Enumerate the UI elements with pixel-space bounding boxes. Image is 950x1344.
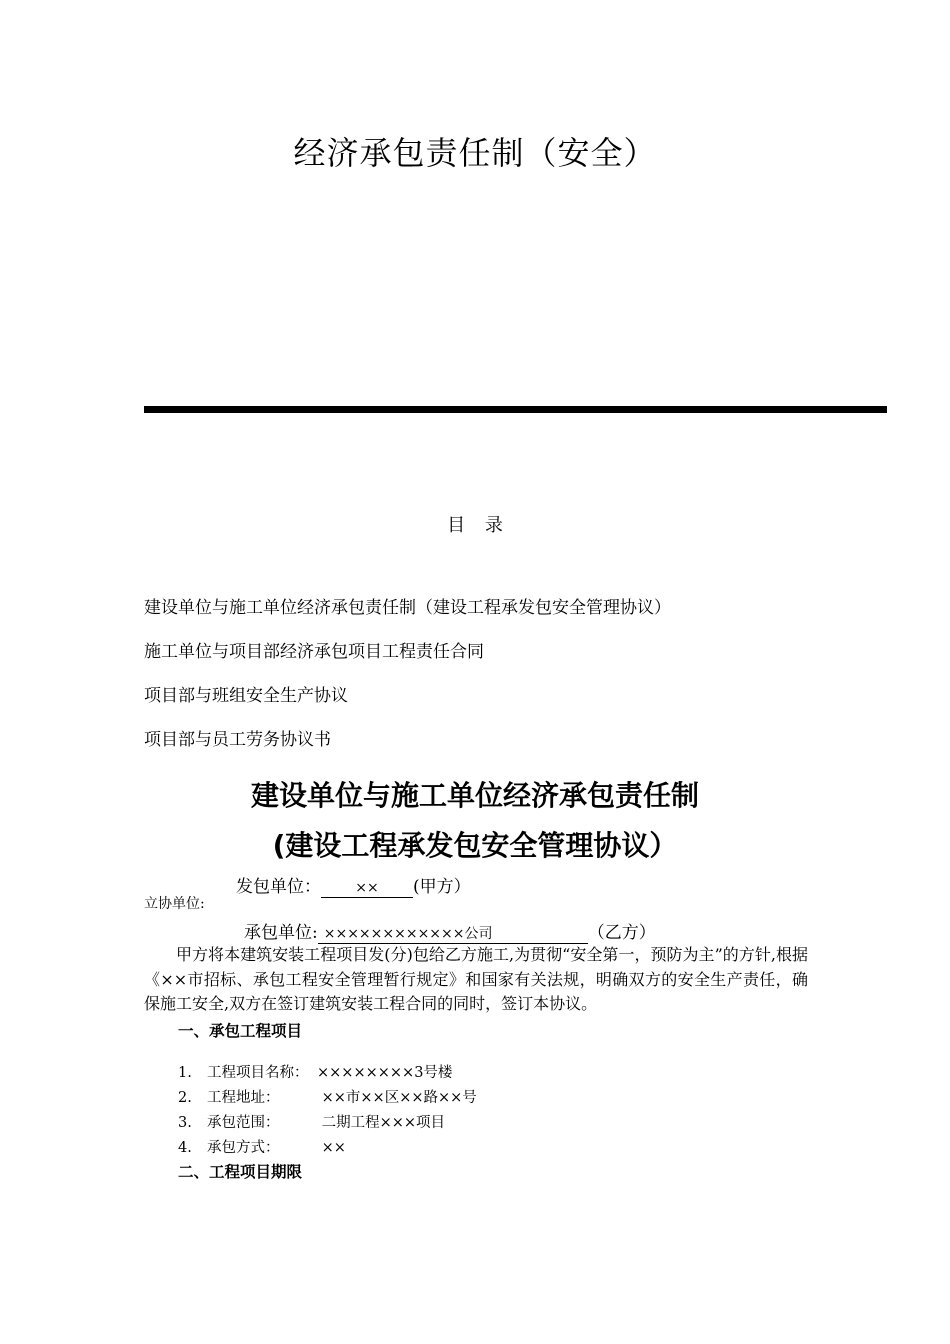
parties-label: 立协单位: [144,896,205,912]
toc-item: 项目部与员工劳务协议书 [144,730,331,750]
toc-item: 建设单位与施工单位经济承包责任制（建设工程承发包安全管理协议） [144,598,671,618]
item-label: 承包范围： [207,1115,280,1131]
list-item [178,1136,346,1157]
party-b-label: 承包单位: [244,923,318,943]
section-heading: 一、承包工程项目 [178,1022,303,1040]
section-heading: 二、工程项目期限 [178,1163,303,1181]
party-b-role: （乙方） [587,923,656,943]
toc-item: 项目部与班组安全生产协议 [144,686,348,706]
toc-item: 施工单位与项目部经济承包项目工程责任合同 [144,642,484,662]
item-label: 工程项目名称： [207,1065,309,1081]
list-item [178,1111,445,1132]
item-number: 2. [178,1090,192,1106]
item-label: 承包方式： [207,1140,280,1156]
party-b-line [244,918,656,944]
item-value: 二期工程×××项目 [317,1115,446,1131]
agreement-title: 建设单位与施工单位经济承包责任制 [250,779,699,812]
item-value: ××××××××3号楼 [317,1065,453,1081]
party-a-label: 发包单位： [236,877,321,897]
party-a-role: (甲方） [413,877,471,897]
intro-paragraph: 甲方将本建筑安装工程项目发(分)包给乙方施工,为贯彻“安全第一，预防为主”的方针,根据《××市招标、承包工程安全管理暂行规定》和国家有关法规，明确双方的安全生产责任，确保施工安全,双方在签订建筑安装工程合同的同时，签订本协议。 [144,945,808,1013]
list-item [178,1086,477,1107]
item-value: ××市××区××路××号 [317,1090,477,1106]
cover-title: 经济承包责任制（安全） [293,134,657,172]
item-value: ×× [317,1140,346,1156]
party-a-line [236,872,471,898]
cover-divider [144,406,887,413]
party-b-value: ××××××××××××公司 [318,925,588,944]
item-number: 3. [178,1115,192,1131]
toc-heading: 目 录 [447,515,503,536]
item-label: 工程地址： [207,1090,280,1106]
party-a-value: ×× [321,879,413,898]
list-item [178,1061,452,1082]
item-number: 4. [178,1140,192,1156]
item-number: 1. [178,1065,192,1081]
agreement-subtitle: (建设工程承发包安全管理协议） [272,829,678,862]
